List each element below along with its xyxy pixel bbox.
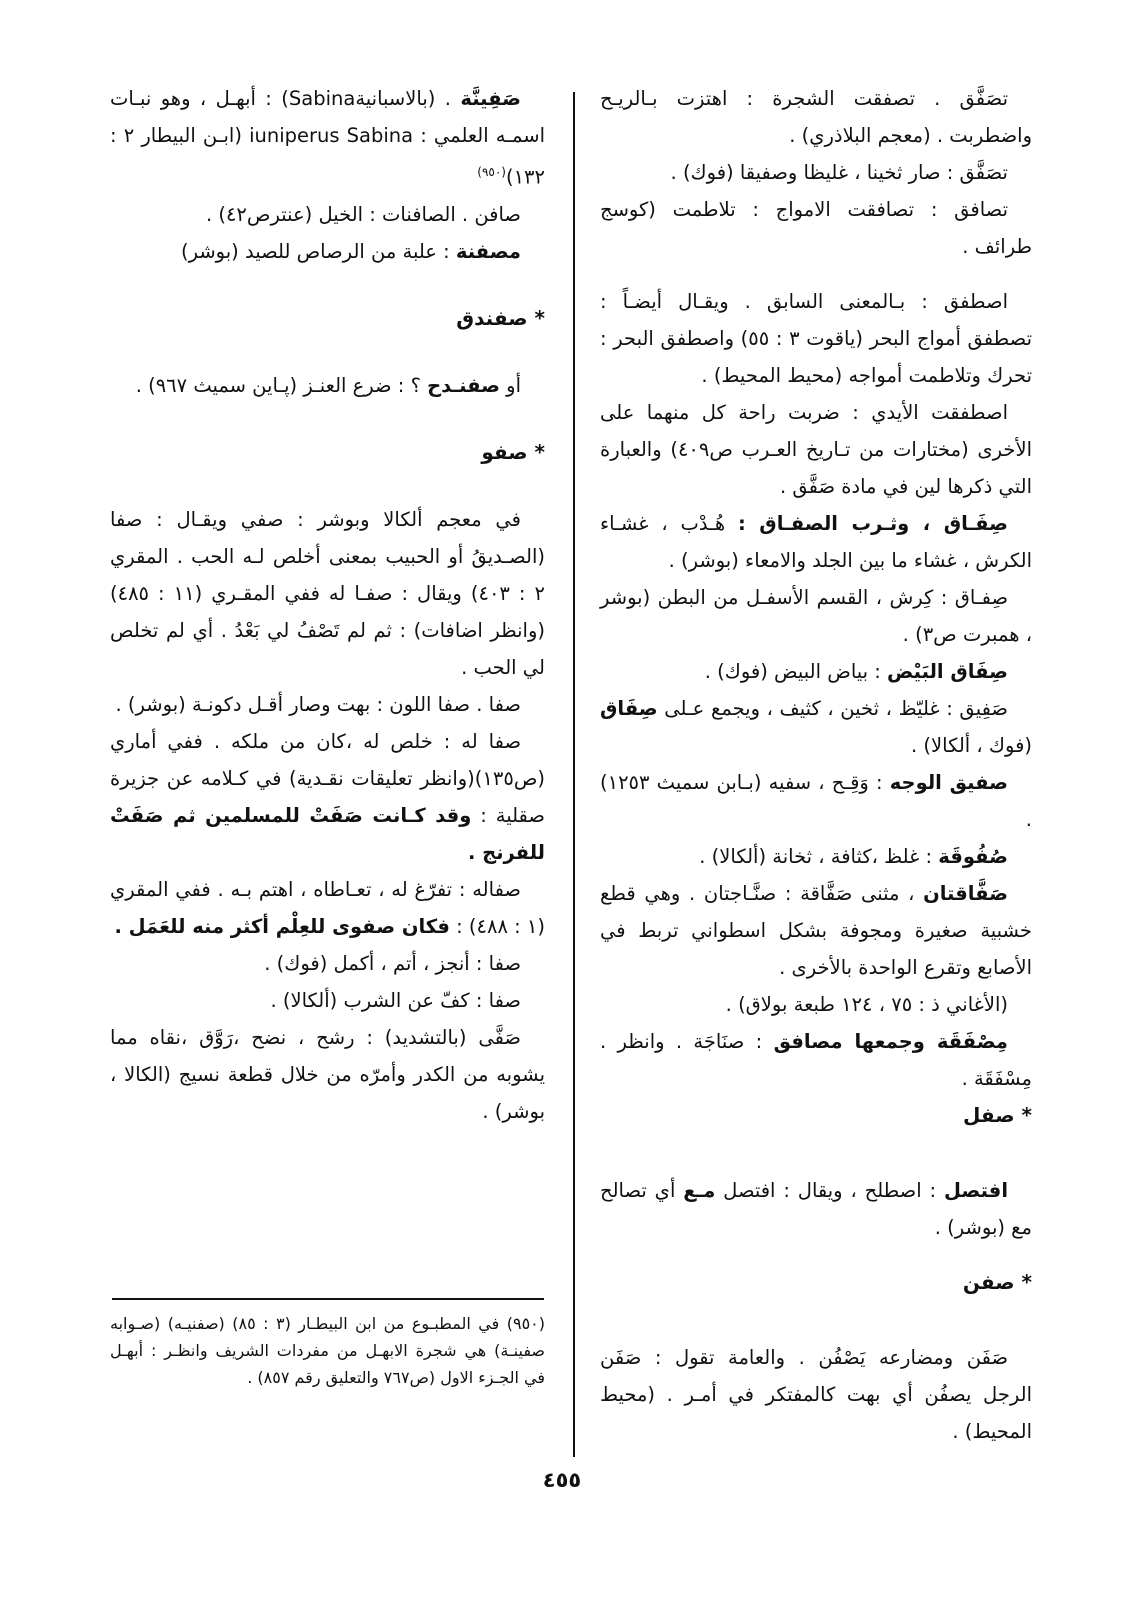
term: صفنـدح <box>427 373 500 397</box>
entry-safa-1: في معجم ألكالا وبوشر : صفي ويقـال : صفا (الصـديقُ أو الحبيب بمعنى أخلص لـه الحب . المقري ٢ : ٤٠٣) ويقال : صفـا له ففي المقـري (١١ : ٤٨٥) (وانظر اضافات) : ثم لم تَصْفُ لي بَعْدُ . أي لم تخلص لي الحب . <box>110 507 545 679</box>
definition: : بياض البيض (فوك) . <box>704 660 881 683</box>
entry-tasaffaq-2: تصَفَّق : صار ثخينا ، غليظا وصفيقا (فوك) . <box>670 161 1008 184</box>
footnote-ref: (٩٥٠) <box>477 165 506 179</box>
entry-safa-lahu-2 <box>110 871 545 945</box>
right-column <box>600 80 1032 1450</box>
heading-safandaq: * صفندق <box>456 305 545 330</box>
entry-safa-anjaz: صفا : أنجز ، أتم ، أكمل (فوك) . <box>264 951 521 975</box>
quote: وقد كـانت صَفَتْ للمسلمين ثم صَفَتْ للفرنج . <box>110 803 545 864</box>
entry-iftasal <box>600 1172 1032 1246</box>
definition: : صنَاجَة . وانظر . مِسْفَقَة . <box>600 1030 1032 1090</box>
definition: : وَقِـح ، سفيه (بـابن سميث ١٢٥٣) . <box>600 771 1032 831</box>
term: صِفَاق <box>600 697 658 720</box>
entry-safa-lahu <box>110 723 545 871</box>
entry-safin: صافن . الصافنات : الخيل (عنترص٤٢) . <box>205 202 521 226</box>
term: مـع <box>683 1179 716 1202</box>
definition: ، مثنى صَفَّاقة : صنَّـاجتان . وهي قطع خشبية صغيرة ومجوفة بشكل اسطواني تربط في الأصابع وتقرع الواحدة بالأخرى . <box>600 882 1032 979</box>
definition: هُـدْب ، غشـاء الكرش ، غشاء ما بين الجلد والامعاء (بوشر) . <box>600 512 1032 572</box>
term: مصفنة <box>455 239 521 263</box>
heading-safal: * صفل <box>963 1103 1032 1127</box>
quote: فكان صفوى للعِلْم أكثر منه للعَمَل . <box>114 914 450 938</box>
term: صَفِينَّة <box>460 87 521 110</box>
term: صِفَـاق ، وثـرب الصفـاق : <box>738 512 1008 535</box>
column-divider <box>573 92 575 1457</box>
page-number: ٤٥٥ <box>542 1468 582 1492</box>
definition: ؟ : ضرع العنـز (پـاين سميث ٩٦٧) . <box>135 373 421 397</box>
entry-tasaffaq: تصَفَّق . تصفقت الشجرة : اهتزت بـالريـح واضطربت . (معجم البلاذري) . <box>600 87 1032 147</box>
definition: أو <box>506 373 521 397</box>
heading-safw: * صفو <box>481 439 545 464</box>
entry-istafaqat: اصطفقت الأيدي : ضربت راحة كل منهما على الأخرى (مختارات من تـاريخ العـرب ص٤٠٩) والعبارة التي ذكرها لين في مادة صَفَّق . <box>600 401 1032 498</box>
entry-safiq-alwajh <box>600 764 1032 838</box>
entry-safiq <box>600 690 1032 764</box>
entry-misfana <box>110 233 545 270</box>
entry-saffaqatan <box>600 875 1032 986</box>
footnote: (٩٥٠) في المطبـوع من ابن البيطـار (٣ : ٨٥) (صفنيـه) (صـوابه صفينـة) هي شجرة الابهـل من مفردات الشريف وانظـر : أبهـل في الجـزء الاول (ص٧٦٧ والتعليق رقم ٨٥٧) . <box>110 1314 545 1387</box>
entry-sifaq <box>600 505 1032 579</box>
term: صُفُوقَة <box>938 845 1008 868</box>
footnote-rule <box>112 1298 544 1300</box>
term: صِفَاق البَيْض <box>887 660 1008 683</box>
entry-sifaq-2: صِفـاق : كِرش ، القسم الأسفـل من البطن (بوشر ، همبرت ص٣) . <box>600 586 1032 646</box>
entry-safandah <box>110 367 545 404</box>
definition: صفا له : خلص له ،كان من ملكه . ففي أماري (ص١٣٥)(وانظر تعليقات نقـدية) في كـلامه عن جزيرة صقلية : <box>110 729 545 827</box>
definition: أي تصالح مع (بوشر) . <box>600 1179 1032 1239</box>
definition: . (بالاسبانيةSabina) : أبهـل ، وهو نبـات اسمـه العلمي : iuniperus Sabina (ابـن البيطار ٢ : ١٣٢) <box>110 87 545 189</box>
entry-safan: صَفَن ومضارعه يَصْفُن . والعامة تقول : صَفَن الرجل يصفُن أي بهت كالمفتكر في أمـر . (محيط المحيط) . <box>600 1346 1032 1443</box>
definition: صفاله : تفرّغ له ، تعـاطاه ، اهتم بـه . ففي المقري (١ : ٤٨٨) : <box>110 877 545 938</box>
entry-istafaq: اصطفق : بـالمعنى السابق . ويقـال أيضـاً : تصطفق أمواج البحر (ياقوت ٣ : ٥٥) واصطفق البحر : تحرك وتلاطمت أمواجه (محيط المحيط) . <box>600 290 1033 387</box>
entry-safa-kaff: صفا : كفّ عن الشرب (ألكالا) . <box>270 988 521 1012</box>
entry-aghani-ref: (الأغاني ذ : ٧٥ ، ١٢٤ طبعة بولاق) . <box>725 993 1008 1016</box>
left-column <box>110 80 545 1130</box>
definition: : اصطلح ، ويقال : افتصل <box>723 1179 937 1202</box>
definition: : غلظ ،كثافة ، ثخانة (ألكالا) . <box>699 845 933 868</box>
entry-saffa: صَفَّى (بالتشديد) : رشح ، نضح ،رَوَّق ،نقاه مما يشوبه من الكدر وأمرّه من خلال قطعة نسيج (الكالا ، بوشر) . <box>110 1025 545 1123</box>
entry-tasafaq: تصافق : تصافقت الامواج : تلاطمت (كوسج طرائف . <box>600 198 1032 258</box>
entry-sufuqa <box>600 838 1032 875</box>
definition: : علبة من الرصاص للصيد (بوشر) <box>180 239 450 263</box>
entry-sifaq-albayd <box>600 653 1032 690</box>
entry-safa-2: صفا . صفا اللون : بهت وصار أقـل دكونـة (بوشر) . <box>115 692 521 716</box>
heading-safan: * صفن <box>962 1270 1032 1294</box>
entry-safina <box>110 80 545 196</box>
term: صفيق الوجه <box>889 771 1008 794</box>
term: مِصْفَقَة وجمعها مصافق <box>773 1030 1008 1053</box>
definition: صَفِيق : غليّظ ، ثخين ، كثيف ، ويجمع عـلى <box>664 697 1008 720</box>
term: صَفَّاقتان <box>923 882 1008 905</box>
definition: (فوك ، ألكالا) . <box>911 734 1032 757</box>
entry-misfaqa <box>600 1023 1032 1097</box>
term: افتصل <box>943 1179 1009 1202</box>
